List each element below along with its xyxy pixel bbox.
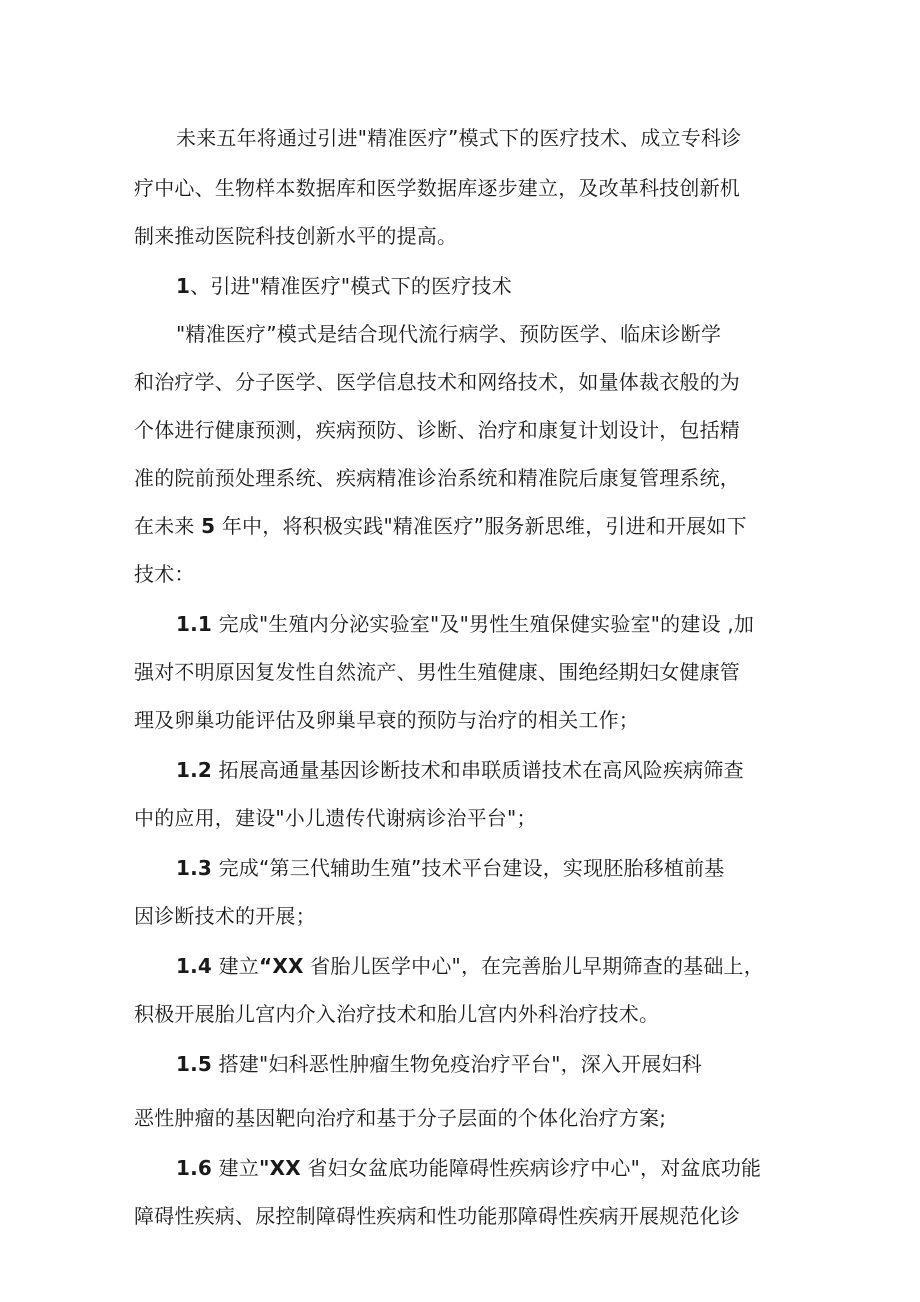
desc-line-1: "精准医疗”模式是结合现代流行病学、预防医学、临床诊断学 bbox=[176, 322, 722, 346]
item-6-text-c: 省妇女盆底功能障碍性疾病诊疗中心"，对盆底功能 bbox=[300, 1156, 762, 1180]
desc-line-4: 准的院前预处理系统、疾病精准诊治系统和精准院后康复管理系统， bbox=[134, 466, 740, 490]
item-4-line-1 bbox=[176, 954, 764, 978]
intro-line-1: 未来五年将通过引进"精准医疗”模式下的医疗技术、成立专科诊 bbox=[176, 126, 742, 150]
item-1-line-3: 理及卵巢功能评估及卵巢早衰的预防与治疗的相关工作； bbox=[134, 708, 639, 732]
section-heading bbox=[176, 274, 512, 298]
item-5-line-2: 恶性肿瘤的基因靶向治疗和基于分子层面的个体化治疗方案; bbox=[134, 1106, 667, 1130]
item-4-text-c: 省胎儿医学中心"，在完善胎儿早期筛查的基础上， bbox=[303, 954, 764, 978]
item-5-number: 1.5 bbox=[176, 1052, 213, 1076]
desc-line-3: 个体进行健康预测，疾病预防、诊断、治疗和康复计划设计，包括精 bbox=[134, 418, 740, 442]
item-5-text: 搭建"妇科恶性肿瘤生物免疫治疗平台"，深入开展妇科 bbox=[212, 1052, 702, 1076]
item-1-line-1 bbox=[176, 612, 754, 636]
intro-line-3: 制来推动医院科技创新水平的提高。 bbox=[134, 224, 458, 248]
item-1-text: 完成"生殖内分泌实验室"及"男性生殖保健实验室"的建设 ,加 bbox=[212, 612, 755, 636]
item-4-text-a: 建立 bbox=[212, 954, 259, 978]
item-6-line-2: 障碍性疾病、尿控制障碍性疾病和性功能那障碍性疾病开展规范化诊 bbox=[134, 1204, 740, 1228]
item-2-text: 拓展高通量基因诊断技术和串联质谱技术在高风险疾病筛查 bbox=[212, 758, 744, 782]
item-4-text-b: “XX bbox=[259, 954, 304, 978]
item-2-line-2: 中的应用，建设"小儿遗传代谢病诊治平台"； bbox=[134, 806, 537, 830]
desc-line-5-post: 年中，将积极实践"精准医疗”服务新思维，引进和开展如下 bbox=[215, 514, 747, 538]
desc-line-5 bbox=[134, 514, 747, 538]
desc-line-5-pre: 在未来 bbox=[134, 514, 202, 538]
item-2-number: 1.2 bbox=[176, 758, 213, 782]
item-6-text-a: 建立 bbox=[212, 1156, 259, 1180]
item-1-line-2: 强对不明原因复发性自然流产、男性生殖健康、围绝经期妇女健康管 bbox=[134, 660, 740, 684]
item-6-line-1 bbox=[176, 1156, 761, 1180]
item-1-number: 1.1 bbox=[176, 612, 213, 636]
item-5-line-1 bbox=[176, 1052, 702, 1076]
item-3-text: 完成“第三代辅助生殖”技术平台建设，实现胚胎移植前基 bbox=[212, 856, 725, 880]
item-6-text-b: "XX bbox=[259, 1156, 301, 1180]
item-3-line-2: 因诊断技术的开展； bbox=[134, 904, 316, 928]
item-3-line-1 bbox=[176, 856, 725, 880]
section-title: 、引进"精准医疗"模式下的医疗技术 bbox=[190, 274, 512, 298]
item-4-line-2: 积极开展胎儿宫内介入治疗技术和胎儿宫内外科治疗技术。 bbox=[134, 1002, 660, 1026]
desc-line-6: 技术： bbox=[134, 562, 195, 586]
desc-line-5-number: 5 bbox=[201, 514, 216, 538]
section-number: 1 bbox=[176, 274, 191, 298]
item-3-number: 1.3 bbox=[176, 856, 213, 880]
item-4-number: 1.4 bbox=[176, 954, 213, 978]
item-6-number: 1.6 bbox=[176, 1156, 213, 1180]
item-2-line-1 bbox=[176, 758, 744, 782]
intro-line-2: 疗中心、生物样本数据库和医学数据库逐步建立，及改革科技创新机 bbox=[134, 176, 740, 200]
desc-line-2: 和治疗学、分子医学、医学信息技术和网络技术，如量体裁衣般的为 bbox=[134, 370, 740, 394]
